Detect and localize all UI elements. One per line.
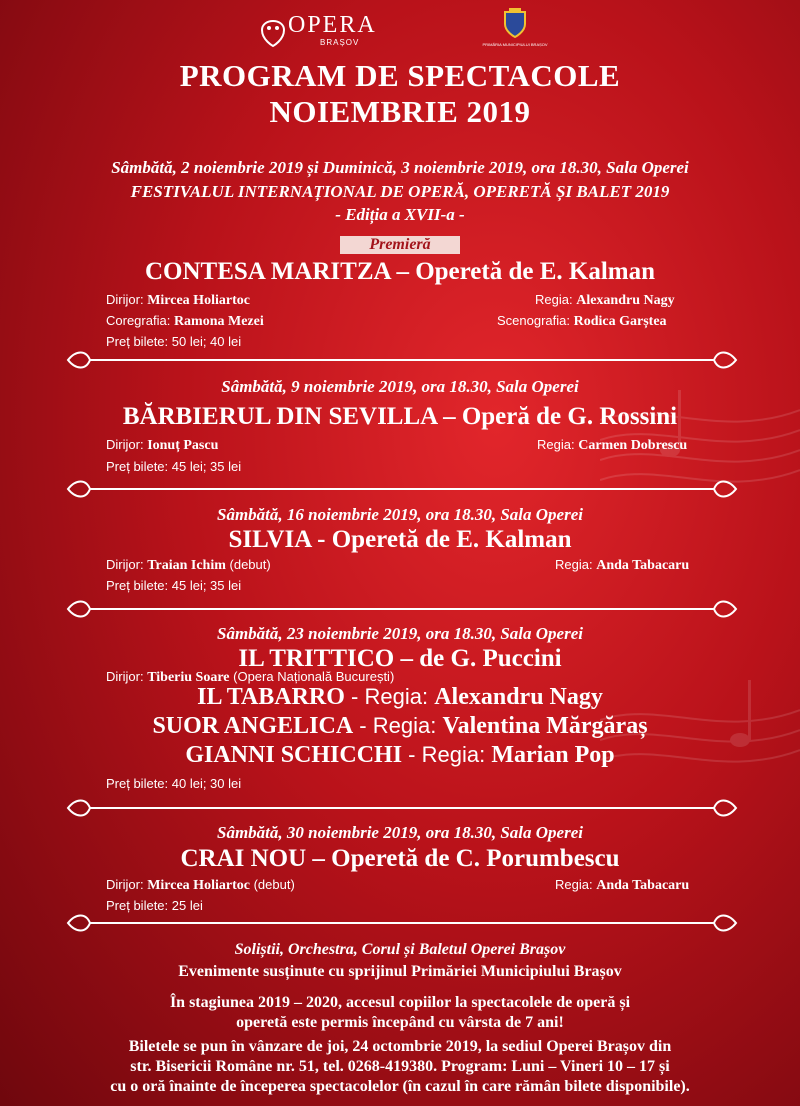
crest-caption: PRIMĂRIA MUNICIPIULUI BRAȘOV: [482, 42, 548, 47]
event-5-price: Preț bilete: 25 lei: [106, 898, 203, 913]
ornament-divider: [66, 796, 738, 820]
conductor-note: (debut): [253, 877, 295, 892]
ticket-info-line-2: str. Bisericii Române nr. 51, tel. 0268-419380. Program: Luni – Vineri 10 – 17 și: [130, 1058, 670, 1075]
scenography-label: Scenografia:: [497, 313, 570, 328]
children-notice-line-1: În stagiunea 2019 – 2020, accesul copiilor la spectacolele de operă și: [169, 994, 631, 1011]
director-name: Carmen Dobrescu: [578, 438, 688, 453]
ticket-info: [0, 1037, 800, 1097]
title-line-2: NOIEMBRIE 2019: [269, 94, 531, 129]
event-2-price: Preț bilete: 45 lei; 35 lei: [106, 459, 242, 474]
ornament-divider: [66, 348, 738, 372]
director-name: Anda Tabacaru: [596, 558, 690, 573]
event-5-conductor: [106, 877, 295, 894]
part-name: IL TABARRO: [197, 684, 345, 710]
city-hall-crest: [475, 8, 555, 64]
crest-icon: [503, 8, 527, 38]
director-label: Regia:: [555, 877, 593, 892]
conductor-name: Mircea Holiartoc: [147, 293, 250, 308]
conductor-label: Dirijor:: [106, 557, 144, 572]
ticket-info-line-3: cu o oră înainte de începerea spectacolelor (în cazul în care rămân bilete disponibile).: [110, 1078, 690, 1095]
event-2-director: [537, 437, 687, 454]
conductor-label: Dirijor:: [106, 669, 144, 684]
support-line: Evenimente susținute cu sprijinul Primăriei Municipiului Brașov: [178, 963, 622, 980]
ornament-divider: [66, 911, 738, 935]
logo-text: OPERA: [288, 12, 377, 38]
event-2-date: Sâmbătă, 9 noiembrie 2019, ora 18.30, Sala Operei: [221, 377, 579, 396]
conductor-label: Dirijor:: [106, 292, 144, 307]
children-notice-line-2: operetă este permis începând cu vârsta de 7 ani!: [236, 1014, 564, 1031]
event-1-director: [535, 292, 675, 309]
event-1-scenography: [497, 313, 667, 330]
director-name: Anda Tabacaru: [596, 878, 690, 893]
conductor-label: Dirijor:: [106, 877, 144, 892]
premiere-badge: Premieră: [340, 236, 460, 254]
logo-subtext: BRAȘOV: [320, 38, 360, 47]
part-director-label: - Regia:: [344, 684, 435, 709]
festival-name: FESTIVALUL INTERNAȚIONAL DE OPERĂ, OPERETĂ ȘI BALET 2019: [130, 182, 670, 201]
director-label: Regia:: [537, 437, 575, 452]
event-1-title: CONTESA MARITZA – Operetă de E. Kalman: [145, 258, 655, 285]
conductor-name: Tiberiu Soare: [147, 670, 230, 685]
scenography-name: Rodica Garștea: [573, 314, 667, 329]
director-label: Regia:: [535, 292, 573, 307]
choreography-name: Ramona Mezei: [173, 314, 264, 329]
festival-edition: - Ediția a XVII-a -: [335, 205, 465, 224]
trittico-part-3: [0, 742, 800, 769]
event-3-price: Preț bilete: 45 lei; 35 lei: [106, 578, 242, 593]
event-3-director: [555, 557, 689, 574]
conductor-name: Ionuț Pascu: [147, 438, 219, 453]
opera-brasov-logo: [258, 10, 388, 50]
choreography-label: Coregrafia:: [106, 313, 171, 328]
event-1-price: Preț bilete: 50 lei; 40 lei: [106, 334, 242, 349]
event-5-title: CRAI NOU – Operetă de C. Porumbescu: [180, 845, 620, 872]
page-title: [0, 58, 800, 130]
conductor-label: Dirijor:: [106, 437, 144, 452]
event-4-title: IL TRITTICO – de G. Puccini: [238, 645, 562, 672]
event-3-title: SILVIA - Operetă de E. Kalman: [228, 526, 572, 553]
event-4-date: Sâmbătă, 23 noiembrie 2019, ora 18.30, Sala Operei: [217, 624, 583, 643]
part-director: Alexandru Nagy: [434, 684, 603, 710]
event-4-price: Preț bilete: 40 lei; 30 lei: [106, 776, 242, 791]
conductor-note: (debut): [229, 557, 271, 572]
event-1-date: Sâmbătă, 2 noiembrie 2019 și Duminică, 3 noiembrie 2019, ora 18.30, Sala Operei: [111, 158, 689, 177]
ornament-divider: [66, 597, 738, 621]
conductor-name: Traian Ichim: [147, 558, 226, 573]
director-name: Alexandru Nagy: [576, 293, 675, 308]
event-3-conductor: [106, 557, 271, 574]
conductor-note: (Opera Națională București): [233, 669, 395, 684]
mask-icon: [258, 10, 288, 50]
director-label: Regia:: [555, 557, 593, 572]
part-director: Marian Pop: [491, 742, 615, 768]
part-director-label: - Regia:: [402, 742, 492, 767]
part-director-label: - Regia:: [353, 713, 443, 738]
part-name: GIANNI SCHICCHI: [185, 742, 403, 768]
part-director: Valentina Mărgăraș: [442, 713, 648, 739]
conductor-name: Mircea Holiartoc: [147, 878, 250, 893]
ornament-divider: [66, 477, 738, 501]
event-2-title: BĂRBIERUL DIN SEVILLA – Operă de G. Rossini: [122, 403, 678, 430]
children-notice: [0, 993, 800, 1033]
event-5-director: [555, 877, 689, 894]
event-1-choreography: [106, 313, 264, 330]
ticket-info-line-1: Biletele se pun în vânzare de joi, 24 octombrie 2019, la sediul Operei Brașov din: [128, 1038, 672, 1055]
title-line-1: PROGRAM DE SPECTACOLE: [179, 58, 621, 93]
event-1-conductor: [106, 292, 250, 309]
trittico-part-1: [0, 684, 800, 711]
event-5-date: Sâmbătă, 30 noiembrie 2019, ora 18.30, Sala Operei: [217, 823, 583, 842]
event-2-conductor: [106, 437, 218, 454]
trittico-part-2: [0, 713, 800, 740]
part-name: SUOR ANGELICA: [152, 713, 354, 739]
event-3-date: Sâmbătă, 16 noiembrie 2019, ora 18.30, Sala Operei: [217, 505, 583, 524]
performers-line: Soliștii, Orchestra, Corul și Baletul Operei Brașov: [234, 941, 566, 958]
